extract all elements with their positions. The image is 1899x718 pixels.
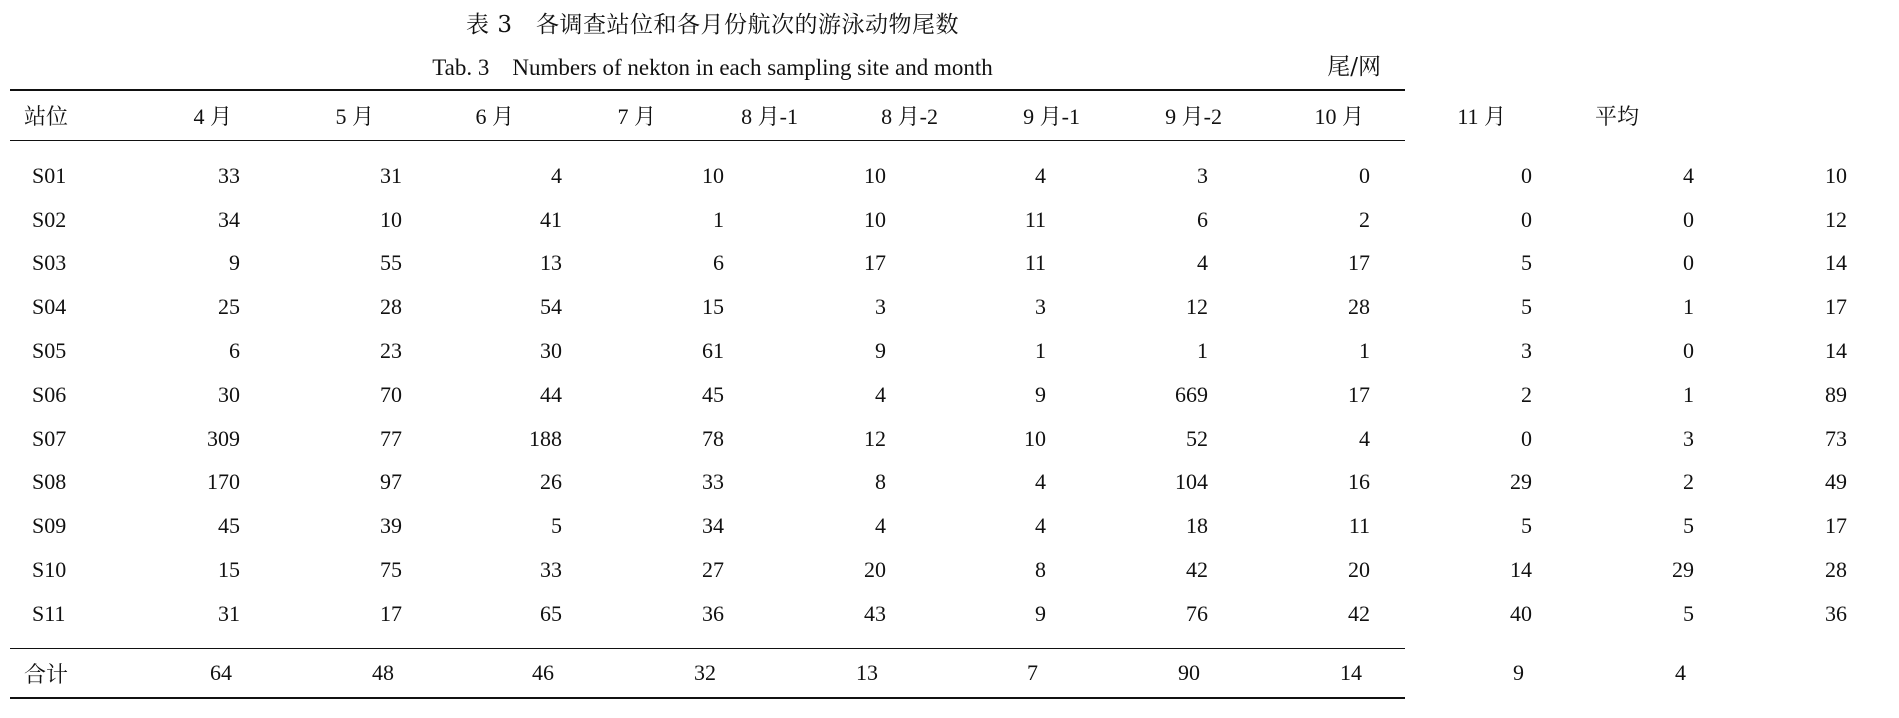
value-cell: 2: [1521, 381, 1532, 407]
value-cell: 40: [1510, 600, 1532, 626]
value-cell: 31: [380, 162, 402, 188]
value-cell: 5: [1521, 513, 1532, 539]
value-cell: 11: [1348, 513, 1370, 539]
value-cell: 9: [1035, 600, 1046, 626]
value-cell: 4: [875, 513, 886, 539]
average-cell: 17: [1825, 294, 1847, 320]
table-caption-en: Tab. 3 Numbers of nekton in each sampling site and month: [432, 55, 993, 80]
average-cell: 36: [1825, 600, 1847, 626]
value-cell: 76: [1186, 600, 1208, 626]
table-header: [10, 98, 1677, 132]
value-cell: 12: [864, 425, 886, 451]
average-cell: 28: [1825, 557, 1847, 583]
value-cell: 0: [1359, 162, 1370, 188]
value-cell: 1: [1035, 338, 1046, 364]
value-cell: 9: [1035, 381, 1046, 407]
value-cell: 188: [529, 425, 562, 451]
header-cell-sep-2: 9 月-2: [1165, 103, 1222, 129]
total-value-cell: 90: [1178, 660, 1200, 685]
total-value-cell: 64: [210, 660, 232, 685]
value-cell: 3: [1683, 425, 1694, 451]
value-cell: 5: [551, 513, 562, 539]
value-cell: 42: [1186, 557, 1208, 583]
value-cell: 26: [540, 469, 562, 495]
value-cell: 34: [702, 513, 724, 539]
value-cell: 97: [380, 469, 402, 495]
header-cell-aug-1: 8 月-1: [741, 103, 798, 129]
header-cell-may: 5 月: [335, 103, 374, 129]
table-body: [10, 154, 1899, 636]
average-cell: 14: [1825, 250, 1847, 276]
value-cell: 3: [1035, 294, 1046, 320]
value-cell: 23: [380, 338, 402, 364]
value-cell: 0: [1683, 250, 1694, 276]
total-value-cell: 48: [372, 660, 394, 685]
table-row: [10, 461, 1899, 505]
header-row: [10, 98, 1677, 132]
site-cell: S08: [32, 469, 67, 495]
site-cell: S05: [32, 338, 67, 364]
value-cell: 25: [218, 294, 240, 320]
header-rule: [10, 140, 1405, 141]
value-cell: 309: [207, 425, 240, 451]
value-cell: 33: [218, 162, 240, 188]
value-cell: 5: [1521, 250, 1532, 276]
value-cell: 170: [207, 469, 240, 495]
value-cell: 20: [1348, 557, 1370, 583]
value-cell: 15: [218, 557, 240, 583]
value-cell: 43: [864, 600, 886, 626]
table-caption-cn: 表 3 各调查站位和各月份航次的游泳动物尾数: [466, 12, 959, 38]
value-cell: 33: [702, 469, 724, 495]
value-cell: 9: [875, 338, 886, 364]
value-cell: 17: [1348, 381, 1370, 407]
site-cell: S02: [32, 206, 67, 232]
header-cell-jul: 7 月: [617, 103, 656, 129]
value-cell: 3: [1197, 162, 1208, 188]
table-row: [10, 154, 1899, 198]
bottom-rule: [10, 697, 1405, 699]
value-cell: 20: [864, 557, 886, 583]
total-value-cell: 4: [1675, 660, 1686, 685]
value-cell: 4: [1035, 162, 1046, 188]
table-row: [10, 417, 1899, 461]
value-cell: 1: [1683, 381, 1694, 407]
value-cell: 11: [1024, 250, 1046, 276]
value-cell: 17: [380, 600, 402, 626]
value-cell: 16: [1348, 469, 1370, 495]
value-cell: 70: [380, 381, 402, 407]
value-cell: 2: [1683, 469, 1694, 495]
header-cell-sep-1: 9 月-1: [1023, 103, 1080, 129]
value-cell: 10: [864, 206, 886, 232]
value-cell: 10: [702, 162, 724, 188]
table-row: [10, 592, 1899, 636]
value-cell: 1: [1683, 294, 1694, 320]
site-cell: S09: [32, 513, 67, 539]
value-cell: 28: [1348, 294, 1370, 320]
value-cell: 0: [1683, 206, 1694, 232]
value-cell: 4: [1683, 162, 1694, 188]
value-cell: 5: [1521, 294, 1532, 320]
header-cell-nov: 11 月: [1457, 103, 1506, 129]
value-cell: 61: [702, 338, 724, 364]
value-cell: 10: [864, 162, 886, 188]
table-unit: 尾/网: [1327, 54, 1381, 80]
table-row: [10, 285, 1899, 329]
table-row: [10, 548, 1899, 592]
value-cell: 669: [1175, 381, 1208, 407]
value-cell: 8: [875, 469, 886, 495]
value-cell: 10: [1024, 425, 1046, 451]
value-cell: 29: [1510, 469, 1532, 495]
value-cell: 45: [218, 513, 240, 539]
value-cell: 39: [380, 513, 402, 539]
total-value-cell: 32: [694, 660, 716, 685]
average-cell: 12: [1825, 206, 1847, 232]
value-cell: 34: [218, 206, 240, 232]
value-cell: 17: [1348, 250, 1370, 276]
value-cell: 0: [1521, 206, 1532, 232]
header-cell-jun: 6 月: [475, 103, 514, 129]
value-cell: 30: [540, 338, 562, 364]
value-cell: 55: [380, 250, 402, 276]
value-cell: 6: [1197, 206, 1208, 232]
site-cell: S06: [32, 381, 67, 407]
table-row: [10, 504, 1899, 548]
header-cell-oct: 10 月: [1314, 103, 1364, 129]
value-cell: 41: [540, 206, 562, 232]
total-rule: [10, 648, 1405, 649]
value-cell: 2: [1359, 206, 1370, 232]
value-cell: 104: [1175, 469, 1208, 495]
header-cell-aug-2: 8 月-2: [881, 103, 938, 129]
value-cell: 77: [380, 425, 402, 451]
average-cell: 49: [1825, 469, 1847, 495]
value-cell: 4: [1359, 425, 1370, 451]
total-row: [10, 655, 1891, 691]
value-cell: 6: [229, 338, 240, 364]
value-cell: 6: [713, 250, 724, 276]
value-cell: 12: [1186, 294, 1208, 320]
value-cell: 27: [702, 557, 724, 583]
value-cell: 4: [875, 381, 886, 407]
average-cell: 17: [1825, 513, 1847, 539]
value-cell: 31: [218, 600, 240, 626]
average-cell: 14: [1825, 338, 1847, 364]
value-cell: 54: [540, 294, 562, 320]
table-row: [10, 329, 1899, 373]
value-cell: 3: [1521, 338, 1532, 364]
value-cell: 78: [702, 425, 724, 451]
total-value-cell: 14: [1340, 660, 1362, 685]
average-cell: 89: [1825, 381, 1847, 407]
value-cell: 13: [540, 250, 562, 276]
value-cell: 17: [864, 250, 886, 276]
value-cell: 29: [1672, 557, 1694, 583]
value-cell: 4: [1197, 250, 1208, 276]
header-cell-apr: 4 月: [193, 103, 232, 129]
table-row: [10, 242, 1899, 286]
value-cell: 18: [1186, 513, 1208, 539]
value-cell: 65: [540, 600, 562, 626]
average-cell: 73: [1825, 425, 1847, 451]
value-cell: 15: [702, 294, 724, 320]
table-total: [10, 655, 1891, 691]
site-cell: S07: [32, 425, 67, 451]
value-cell: 14: [1510, 557, 1532, 583]
value-cell: 75: [380, 557, 402, 583]
value-cell: 1: [713, 206, 724, 232]
value-cell: 4: [1035, 469, 1046, 495]
value-cell: 9: [229, 250, 240, 276]
value-cell: 1: [1359, 338, 1370, 364]
total-label-cell: 合计: [24, 661, 69, 687]
header-cell-average: 平均: [1594, 103, 1639, 129]
value-cell: 4: [551, 162, 562, 188]
table-row: [10, 373, 1899, 417]
value-cell: 52: [1186, 425, 1208, 451]
site-cell: S11: [32, 600, 66, 626]
total-value-cell: 46: [532, 660, 554, 685]
site-cell: S01: [32, 162, 67, 188]
value-cell: 30: [218, 381, 240, 407]
value-cell: 8: [1035, 557, 1046, 583]
site-cell: S04: [32, 294, 67, 320]
value-cell: 45: [702, 381, 724, 407]
site-cell: S03: [32, 250, 67, 276]
value-cell: 1: [1197, 338, 1208, 364]
top-rule: [10, 89, 1405, 91]
value-cell: 4: [1035, 513, 1046, 539]
value-cell: 0: [1683, 338, 1694, 364]
value-cell: 33: [540, 557, 562, 583]
value-cell: 36: [702, 600, 724, 626]
site-cell: S10: [32, 557, 67, 583]
value-cell: 11: [1024, 206, 1046, 232]
total-value-cell: [1728, 655, 1891, 691]
total-value-cell: 7: [1027, 660, 1038, 685]
average-cell: 10: [1825, 162, 1847, 188]
value-cell: 3: [875, 294, 886, 320]
value-cell: 0: [1521, 425, 1532, 451]
total-value-cell: 13: [856, 660, 878, 685]
value-cell: 10: [380, 206, 402, 232]
value-cell: 42: [1348, 600, 1370, 626]
value-cell: 5: [1683, 600, 1694, 626]
value-cell: 44: [540, 381, 562, 407]
header-cell-site: 站位: [24, 103, 69, 129]
total-value-cell: 9: [1513, 660, 1524, 685]
table-row: [10, 198, 1899, 242]
value-cell: 5: [1683, 513, 1694, 539]
value-cell: 0: [1521, 162, 1532, 188]
value-cell: 28: [380, 294, 402, 320]
